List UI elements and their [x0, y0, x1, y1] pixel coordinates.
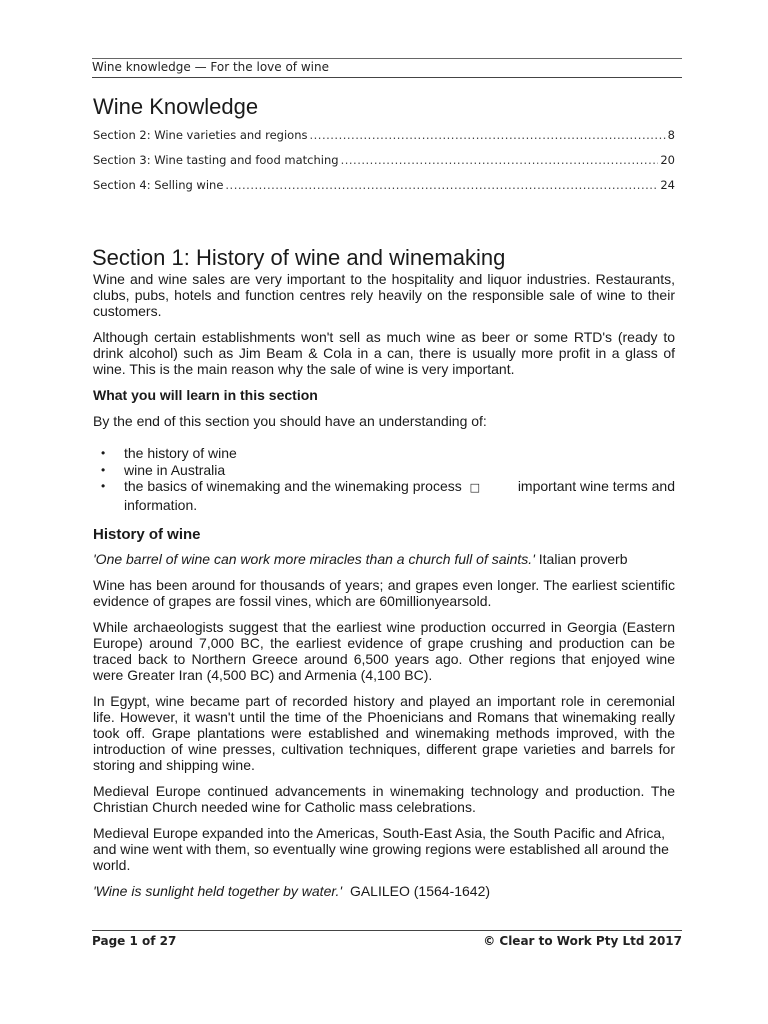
list-item-tail: important wine terms and	[517, 478, 675, 494]
copyright-notice: © Clear to Work Pty Ltd 2017	[483, 934, 682, 948]
history-paragraph-1: Wine has been around for thousands of years; and grapes even longer. The earliest scientific evidence of grapes are fossil vines, which are 60millionyearsold.	[93, 577, 675, 609]
list-item-line	[124, 478, 675, 497]
list-item-text: the history of wine	[124, 445, 237, 461]
toc-entry-page: 24	[660, 178, 675, 192]
quote-1-source: Italian proverb	[538, 551, 628, 567]
bullet-icon: •	[101, 446, 106, 460]
history-paragraph-2: While archaeologists suggest that the earliest wine production occurred in Georgia (Eastern Europe) around 7,000 BC, the earliest evidence of grape crushing and production can be traced back to Northern Greece around 6,500 years ago. Other regions that enjoyed wine were Greater Iran (4,500 BC) and Armenia (4,100 BC).	[93, 619, 675, 683]
toc-entry-label: Section 2: Wine varieties and regions	[93, 128, 308, 142]
learn-intro: By the end of this section you should have an understanding of:	[93, 413, 487, 429]
quote-2-source: GALILEO (1564-1642)	[349, 883, 491, 899]
history-paragraph-5: Medieval Europe expanded into the Americas, South-East Asia, the South Pacific and Africa, and wine went with them, so eventually wine growing regions were established all around the world.	[93, 825, 669, 873]
page-number: Page 1 of 27	[92, 934, 177, 948]
quote-2	[93, 883, 675, 899]
list-item	[93, 478, 675, 513]
list-item-text: wine in Australia	[124, 461, 226, 478]
quote-1	[93, 551, 675, 567]
toc-entry-label: Section 3: Wine tasting and food matching	[93, 153, 339, 167]
box-glyph-icon: □	[469, 481, 481, 494]
toc-title: Wine Knowledge	[93, 94, 259, 119]
toc-entry-section-4[interactable]	[93, 178, 675, 203]
list-item-text: the basics of winemaking and the winemaking process	[124, 478, 462, 494]
table-of-contents	[93, 128, 675, 203]
section-body	[93, 271, 675, 909]
toc-entry-page: 20	[660, 153, 675, 167]
list-item	[93, 445, 675, 462]
toc-leader-dots	[341, 153, 659, 167]
learn-heading: What you will learn in this section	[93, 387, 318, 403]
toc-entry-page: 8	[667, 128, 675, 142]
learn-list	[93, 445, 675, 513]
list-item-text-wrap	[124, 478, 480, 497]
header-top-rule	[92, 58, 682, 59]
intro-paragraph-2: Although certain establishments won't sell as much wine as beer or some RTD's (ready to drink alcohol) such as Jim Beam & Cola in a can, there is usually more profit in a glass of wine. This is the main reason why the sale of wine is very important.	[93, 329, 675, 377]
list-item	[93, 462, 675, 479]
history-paragraph-4: Medieval Europe continued advancements in winemaking technology and production. The Christian Church needed wine for Catholic mass celebrations.	[93, 783, 675, 815]
toc-leader-dots	[310, 128, 666, 142]
quote-2-text: 'Wine is sunlight held together by water.'	[93, 883, 343, 899]
bullet-icon: •	[101, 462, 106, 477]
list-item-continuation: information.	[124, 496, 198, 513]
bullet-icon: •	[101, 479, 106, 493]
running-header: Wine knowledge — For the love of wine	[92, 60, 682, 78]
section-title: Section 1: History of wine and winemaking	[92, 245, 506, 270]
toc-entry-section-3[interactable]	[93, 153, 675, 178]
toc-entry-label: Section 4: Selling wine	[93, 178, 224, 192]
quote-1-text: 'One barrel of wine can work more miracles than a church full of saints.'	[93, 551, 535, 567]
toc-entry-section-2[interactable]	[93, 128, 675, 153]
history-paragraph-3: In Egypt, wine became part of recorded history and played an important role in ceremonial life. However, it wasn't until the time of the Phoenicians and Romans that winemaking really took off. Grape plantations were established and winemaking methods improved, with the introduction of wine presses, cultivation techniques, different grape varieties and barrels for storing and shipping wine.	[93, 693, 675, 773]
toc-leader-dots	[225, 178, 658, 192]
intro-paragraph-1: Wine and wine sales are very important to the hospitality and liquor industries. Restaurants, clubs, pubs, hotels and function centres rely heavily on the responsible sale of wine to their customers.	[93, 271, 675, 319]
history-heading: History of wine	[93, 526, 201, 543]
page-footer	[92, 930, 682, 948]
